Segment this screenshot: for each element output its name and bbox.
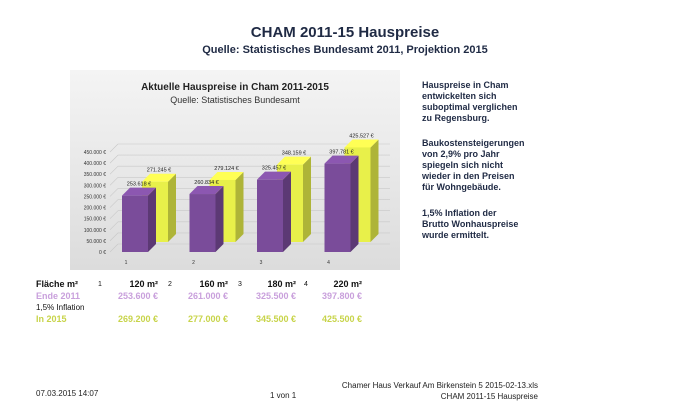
- price-2015-cell: 269.200 €: [117, 314, 158, 324]
- y-tick-label: 0 €: [99, 250, 106, 256]
- chart-subtitle: Quelle: Statistisches Bundesamt: [170, 95, 300, 105]
- price-2011-cell: 253.600 €: [117, 291, 158, 301]
- y-tick-label: 400.000 €: [83, 161, 106, 168]
- bar-value-label: 260.834 €: [194, 180, 219, 187]
- y-tick-label: 200.000 €: [83, 205, 106, 212]
- y-tick-label: 350.000 €: [83, 172, 106, 179]
- bar-side: [303, 157, 311, 242]
- note-line: wieder in den Preisen: [422, 171, 515, 181]
- note-line: suboptimal verglichen: [422, 102, 518, 112]
- price-2015-cell: 345.500 €: [255, 314, 296, 324]
- y-tick-label: 50.000 €: [86, 238, 106, 245]
- x-tick-label: 2: [192, 260, 195, 266]
- note-line: für Wohngebäude.: [422, 182, 501, 192]
- note-line: entwickelten sich: [422, 91, 497, 101]
- bar-value-label: 348.159 €: [281, 150, 307, 157]
- note-line: wurde ermittelt.: [422, 230, 490, 240]
- bar-side: [168, 174, 176, 242]
- y-tick-label: 300.000 €: [83, 183, 106, 190]
- area-cell: 160 m²: [199, 279, 228, 289]
- col-index: 4: [304, 281, 308, 288]
- col-index: 2: [168, 281, 172, 288]
- footer-page: 1 von 1: [270, 391, 297, 400]
- area-cell: 220 m²: [333, 279, 362, 289]
- price-chart: [70, 70, 400, 270]
- bar-side: [148, 188, 156, 252]
- bar: [325, 164, 351, 252]
- row-label-area: Fläche m²: [36, 279, 79, 289]
- bar-value-label: 271.245 €: [146, 167, 172, 174]
- row-label-inflation: 1,5% Inflation: [36, 303, 85, 312]
- col-index: 1: [98, 281, 102, 288]
- price-2011-cell: 397.800 €: [321, 291, 362, 301]
- bar-side: [283, 172, 291, 252]
- x-tick-label: 3: [259, 260, 263, 266]
- note-line: spiegeln sich nicht: [422, 160, 504, 170]
- bar: [190, 194, 216, 252]
- y-tick-label: 250.000 €: [83, 194, 106, 201]
- bar: [257, 180, 283, 252]
- footer-date: 07.03.2015 14:07: [36, 389, 99, 398]
- y-tick-label: 150.000 €: [83, 216, 106, 223]
- bar-value-label: 253.618 €: [126, 181, 152, 188]
- x-tick-label: 4: [327, 260, 330, 266]
- y-tick-label: 100.000 €: [83, 227, 106, 234]
- footer-sheet: CHAM 2011-15 Hauspreise: [440, 392, 538, 401]
- note-regensburg: [422, 80, 542, 124]
- note-line: Baukostensteigerungen: [422, 138, 525, 148]
- bar-value-label: 425.527 €: [349, 133, 374, 140]
- price-2011-cell: 325.500 €: [255, 291, 296, 301]
- price-2011-cell: 261.000 €: [187, 291, 228, 301]
- note-inflation: [422, 208, 542, 241]
- note-line: Hauspreise in Cham: [422, 80, 509, 90]
- bar-side: [236, 172, 244, 242]
- page-title: CHAM 2011-15 Hauspreise: [250, 24, 440, 41]
- row-label-2011: Ende 2011: [36, 291, 81, 301]
- y-tick-label: 450.000 €: [83, 150, 106, 156]
- bar-side: [371, 139, 379, 242]
- price-2015-cell: 277.000 €: [187, 314, 228, 324]
- price-2015-cell: 425.500 €: [321, 314, 362, 324]
- bar-value-label: 397.781 €: [329, 149, 354, 156]
- note-line: zu Regensburg.: [422, 113, 490, 123]
- area-cell: 120 m²: [129, 279, 158, 289]
- note-baukosten: [422, 138, 542, 193]
- bar-value-label: 279.124 €: [214, 165, 239, 172]
- bar-side: [216, 186, 224, 252]
- x-tick-label: 1: [124, 260, 128, 266]
- row-label-2015: In 2015: [36, 314, 67, 324]
- note-line: 1,5% Inflation der: [422, 208, 497, 218]
- footer-file: Chamer Haus Verkauf Am Birkenstein 5 2015-02-13.xls: [341, 381, 538, 390]
- page-subtitle: Quelle: Statistisches Bundesamt 2011, Projektion 2015: [202, 44, 488, 56]
- note-line: von 2,9% pro Jahr: [422, 149, 500, 159]
- note-line: Brutto Wonhauspreise: [422, 219, 519, 229]
- area-cell: 180 m²: [267, 279, 296, 289]
- bar-value-label: 325.457 €: [261, 165, 287, 172]
- bar: [122, 196, 148, 252]
- col-index: 3: [238, 281, 242, 288]
- chart-title: Aktuelle Hauspreise in Cham 2011-2015: [141, 82, 329, 93]
- bar-side: [351, 156, 359, 252]
